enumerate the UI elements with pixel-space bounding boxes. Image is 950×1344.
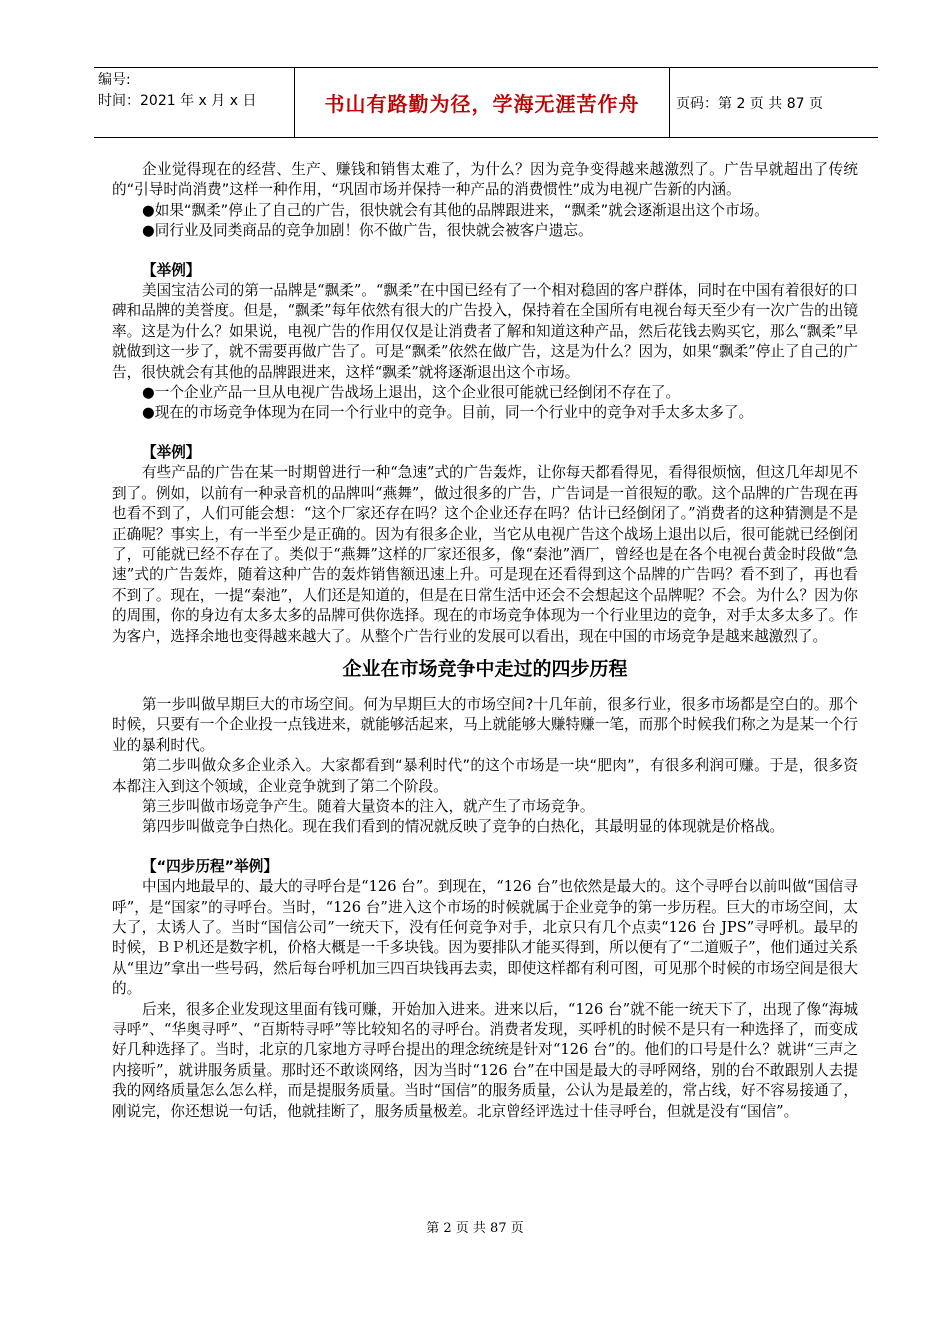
serial-label: 编号: xyxy=(98,72,131,88)
bullet-item: ●现在的市场竞争体现为在同一个行业中的竞争。目前，同一个行业中的竞争对手太多太多了。 xyxy=(142,404,754,422)
example-label: 【举例】 xyxy=(142,443,201,461)
page-footer: 第 2 页 共 87 页 xyxy=(426,1221,524,1236)
paragraph-intro: 企业觉得现在的经营、生产、赚钱和销售太难了，为什么？因为竞争变得越来越激烈了。广告早就超出了传统的“引导时尚消费”这样一种作用，“巩固市场并保持一种产品的消费惯性”成为电视广告新的内涵。 xyxy=(112,161,858,199)
example-paragraph: 美国宝洁公司的第一品牌是“飘柔”。“飘柔”在中国已经有了一个相对稳固的客户群体，同时在中国有着很好的口碑和品牌的美誉度。但是，“飘柔”每年依然有很大的广告投入，保持着在全国所有电视台每天至少有一次广告的出镜率。这是为什么？如果说，电视广告的作用仅仅是让消费者了解和知道这种产品，然后花钱去购买它，那么“飘柔”早就做到这一步了，就不需要再做广告了。可是“飘柔”依然在做广告，这是为什么？因为，如果“飘柔”停止了自己的广告，很快就会有其他的品牌跟进来，这样“飘柔”就将逐渐退出这个市场。 xyxy=(112,282,858,381)
example-label: 【举例】 xyxy=(142,261,201,279)
motto-text: 书山有路勤为径，学海无涯苦作舟 xyxy=(324,92,640,116)
example-paragraph: 后来，很多企业发现这里面有钱可赚，开始加入进来。进来以后，“126 台”就不能一统天下了，出现了像“海城寻呼”、“华奥寻呼”、“百斯特寻呼”等比较知名的寻呼台。消费者发现，买呼机的时候不是只有一种选择了，而变成好几种选择了。当时，北京的几家地方寻呼台提出的理念统统是针对“126 台”的。他们的口号是什么？就讲“三声之内接听”，就讲服务质量。那时还不敢谈网络，因为当时“126 台”在中国是最大的寻呼网络，别的台不敢跟别人去提我的网络质量怎么怎么样，而是提服务质量。当时“国信”的服务质量，公认为是最差的，常占线，好不容易接通了，刚说完，你还想说一句话，他就挂断了，服务质量极差。北京曾经评选过十佳寻呼台，但就是没有“国信”。 xyxy=(112,1000,858,1120)
step-paragraph: 第四步叫做竞争白热化。现在我们看到的情况就反映了竞争的白热化，其最明显的体现就是价格战。 xyxy=(142,818,785,836)
header-table xyxy=(94,67,878,138)
bullet-item: ●如果“飘柔”停止了自己的广告，很快就会有其他的品牌跟进来，“飘柔”就会逐渐退出这个市场。 xyxy=(142,201,769,219)
document-body xyxy=(112,160,858,1122)
header-meta xyxy=(94,68,295,137)
header-page-info: 页码：第 2 页 共 87 页 xyxy=(676,95,823,112)
example-paragraph: 中国内地最早的、最大的寻呼台是“126 台”。到现在，“126 台”也依然是最大的。这个寻呼台以前叫做“国信寻呼”，是“国家”的寻呼台。当时，“126 台”进入这个市场的时候就属于企业竞争的第一步历程。巨大的市场空间，太大了，太诱人了。当时“国信公司”一统天下，没有任何竞争对手，北京只有几个点卖“126 台 JPS”寻呼机。最早的时候，ＢＰ机还是数字机，价格大概是一千多块钱。因为要排队才能买得到，所以便有了“二道贩子”，他们通过关系从“里边”拿出一些号码，然后每台呼机加三四百块钱再去卖，即使这样都有利可图，可见那个时候的市场空间是很大的。 xyxy=(112,878,858,998)
step-paragraph: 第二步叫做众多企业杀入。大家都看到“暴利时代”的这个市场是一块“肥肉”，有很多利润可赚。于是，很多资本都注入到这个领域，企业竞争就到了第二个阶段。 xyxy=(112,757,858,795)
header-motto-cell xyxy=(295,68,670,137)
example-label: 【“四步历程”举例】 xyxy=(142,857,278,875)
bullet-item: ●一个企业产品一旦从电视广告战场上退出，这个企业很可能就已经倒闭不存在了。 xyxy=(142,384,681,402)
step-paragraph: 第一步叫做早期巨大的市场空间。何为早期巨大的市场空间?十几年前，很多行业，很多市场都是空白的。那个时候，只要有一个企业投一点钱进来，就能够活起来，马上就能够大赚特赚一笔，而那个时候我们称之为是某一个行业的暴利时代。 xyxy=(112,695,858,754)
bullet-item: ●同行业及同类商品的竞争加剧！你不做广告，很快就会被客户遗忘。 xyxy=(142,222,593,240)
section-title: 企业在市场竞争中走过的四步历程 xyxy=(342,657,628,680)
example-paragraph: 有些产品的广告在某一时期曾进行一种“急速”式的广告轰炸，让你每天都看得见，看得很烦恼，但这几年却见不到了。例如，以前有一种录音机的品牌叫“燕舞”，做过很多的广告，广告词是一首很短的歌。这个品牌的广告现在再也看不到了，人们可能会想：“这个厂家还存在吗？这个企业还存在吗？估计已经倒闭了。”消费者的这种猜测是不是正确呢？事实上，有一半至少是正确的。因为有很多企业，当它从电视广告这个战场上退出以后，很可能就已经倒闭了，可能就已经不存在了。类似于“燕舞”这样的厂家还很多，像“秦池”酒厂，曾经也是在各个电视台黄金时段做“急速”式的广告轰炸，随着这种广告的轰炸销售额迅速上升。可是现在还看得到这个品牌的广告吗？看不到了，再也看不到了。现在，一提“秦池”，人们还是知道的，但是在日常生活中还会不会想起这个品牌呢？不会。为什么？因为你的周围，你的身边有太多太多的品牌可供你选择。现在的市场竞争体现为一个行业里边的竞争，对手太多太多了。作为客户，选择余地也变得越来越大了。从整个广告行业的发展可以看出，现在中国的市场竞争是越来越激烈了。 xyxy=(112,464,858,645)
step-paragraph: 第三步叫做市场竞争产生。随着大量资本的注入，就产生了市场竞争。 xyxy=(142,797,595,815)
time-label: 时间：2021 年 x 月 x 日 xyxy=(98,93,257,109)
